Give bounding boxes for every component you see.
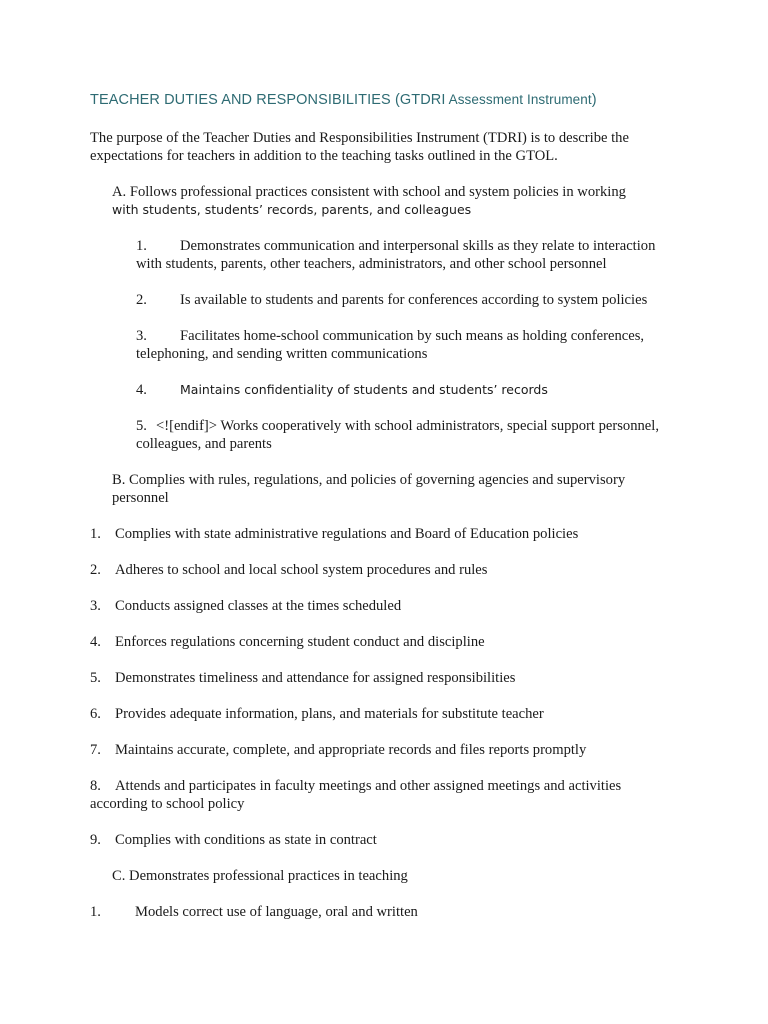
item-number: 4. <box>136 382 147 398</box>
item-text: Models correct use of language, oral and written <box>135 904 418 920</box>
item-text: Maintains confidentiality of students and students’ records <box>180 382 548 397</box>
section-a-item-1 <box>136 237 655 273</box>
item-text: Maintains accurate, complete, and appropriate records and files reports promptly <box>115 742 587 758</box>
title-sub: Assessment Instrument <box>445 92 592 107</box>
section-b-item-1 <box>90 525 578 543</box>
item-text-continued: colleagues, and parents <box>136 436 272 452</box>
item-text: <![endif]> Works cooperatively with school administrators, special support personnel, <box>156 418 659 434</box>
item-text: Attends and participates in faculty meetings and other assigned meetings and activities <box>115 778 622 794</box>
section-a-heading <box>112 183 626 219</box>
item-text: Complies with state administrative regulations and Board of Education policies <box>115 526 579 542</box>
intro-paragraph <box>90 129 629 165</box>
item-text-continued: with students, parents, other teachers, administrators, and other school personnel <box>136 256 607 272</box>
item-number: 7. <box>90 742 101 758</box>
section-b-item-2 <box>90 561 487 579</box>
section-b-item-4 <box>90 633 485 651</box>
section-b-item-7 <box>90 741 586 759</box>
section-c-line-1: C. Demonstrates professional practices in teaching <box>112 868 408 884</box>
item-number: 1. <box>136 238 147 254</box>
section-b-heading <box>112 471 625 507</box>
section-b-line-1: B. Complies with rules, regulations, and policies of governing agencies and supervisory <box>112 472 626 488</box>
item-number: 8. <box>90 778 101 794</box>
item-number: 1. <box>90 526 101 542</box>
item-number: 5. <box>136 418 147 434</box>
item-text: Demonstrates communication and interpersonal skills as they relate to interaction <box>180 238 656 254</box>
item-number: 3. <box>136 328 147 344</box>
item-text: Enforces regulations concerning student conduct and discipline <box>115 634 485 650</box>
section-b-line-2: personnel <box>112 490 169 506</box>
section-b-item-6 <box>90 705 544 723</box>
item-number: 4. <box>90 634 101 650</box>
section-a-item-3 <box>136 327 644 363</box>
section-a-line-2: with students, students’ records, parents, and colleagues <box>112 202 472 217</box>
section-a-item-2 <box>136 291 647 309</box>
section-b-item-8 <box>90 777 621 813</box>
item-number: 1. <box>90 904 101 920</box>
item-text: Complies with conditions as state in contract <box>115 832 377 848</box>
item-text-continued: telephoning, and sending written communications <box>136 346 428 362</box>
item-number: 2. <box>90 562 101 578</box>
item-number: 6. <box>90 706 101 722</box>
intro-line-2: expectations for teachers in addition to the teaching tasks outlined in the GTOL. <box>90 148 558 164</box>
section-a-item-4 <box>136 381 548 399</box>
item-text: Adheres to school and local school system procedures and rules <box>115 562 488 578</box>
section-a-item-5 <box>136 417 659 453</box>
item-text-continued: according to school policy <box>90 796 245 812</box>
item-text: Facilitates home-school communication by such means as holding conferences, <box>180 328 645 344</box>
item-text: Demonstrates timeliness and attendance for assigned responsibilities <box>115 670 516 686</box>
title-close: ) <box>591 92 597 108</box>
item-number: 9. <box>90 832 101 848</box>
section-b-item-3 <box>90 597 401 615</box>
section-b-item-9 <box>90 831 377 849</box>
title-main: TEACHER DUTIES AND RESPONSIBILITIES ( <box>90 92 400 108</box>
section-c-item-1 <box>90 903 418 921</box>
section-a-line-1: A. Follows professional practices consistent with school and system policies in working <box>112 184 626 200</box>
intro-line-1: The purpose of the Teacher Duties and Responsibilities Instrument (TDRI) is to describe the <box>90 130 629 146</box>
item-text: Conducts assigned classes at the times scheduled <box>115 598 402 614</box>
title-acronym: GTDRI <box>399 92 446 108</box>
item-number: 5. <box>90 670 101 686</box>
item-text: Provides adequate information, plans, and materials for substitute teacher <box>115 706 544 722</box>
section-b-item-5 <box>90 669 515 687</box>
item-number: 2. <box>136 292 147 308</box>
item-number: 3. <box>90 598 101 614</box>
section-c-heading <box>112 867 408 885</box>
document-title <box>90 92 597 108</box>
item-text: Is available to students and parents for conferences according to system policies <box>180 292 648 308</box>
